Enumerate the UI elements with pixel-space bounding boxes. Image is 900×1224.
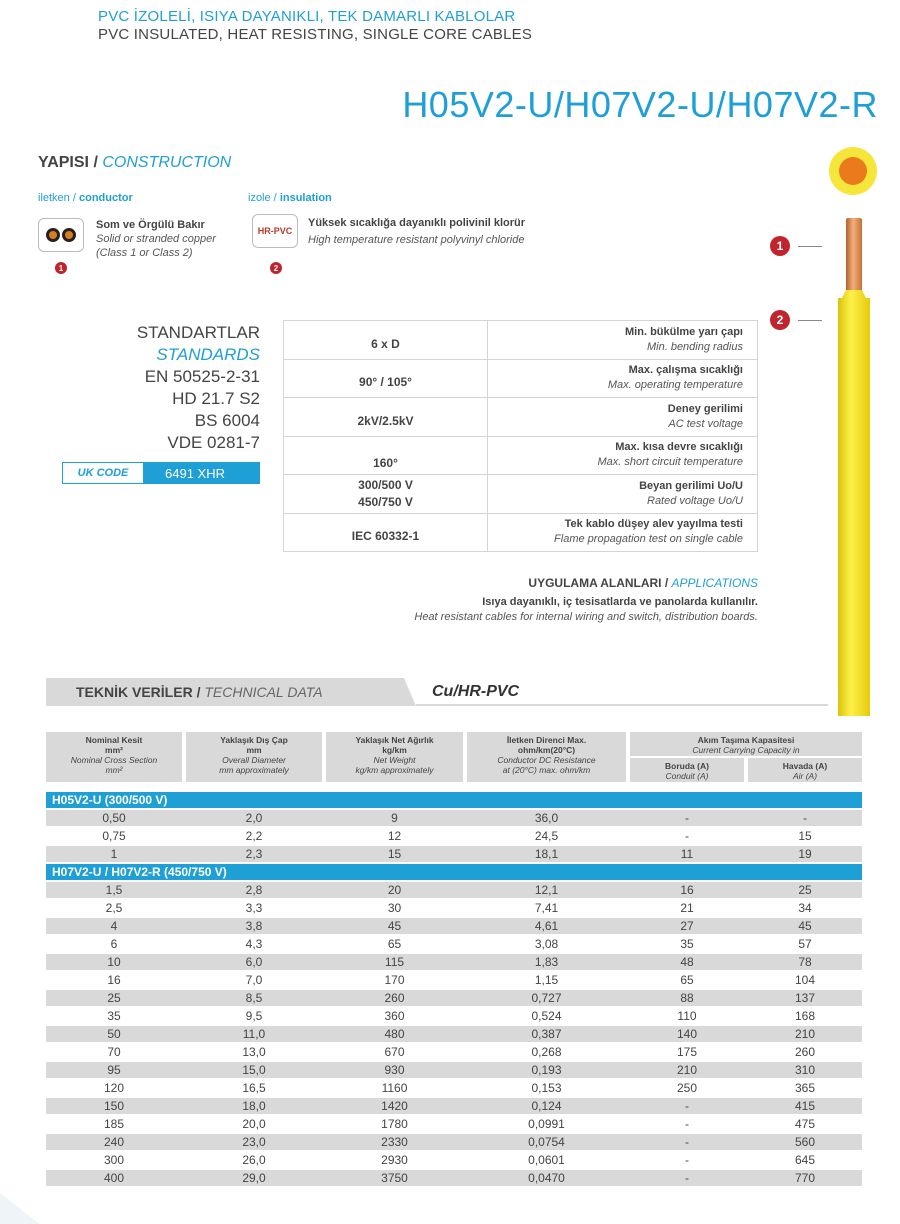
table-cell: 16,5 — [242, 1081, 266, 1095]
table-cell: 20 — [387, 883, 402, 897]
spec-row — [284, 475, 758, 514]
table-cell: 16 — [680, 883, 694, 897]
table-cell: 210 — [794, 1027, 816, 1041]
table-cell: 57 — [798, 937, 812, 951]
table-cell: 26,0 — [242, 1153, 266, 1167]
table-cell: 27 — [680, 919, 694, 933]
table-cell: 7,41 — [534, 901, 559, 915]
standard-item: BS 6004 — [194, 411, 260, 430]
table-cell: 29,0 — [242, 1171, 266, 1185]
uk-code-label: UK CODE — [63, 463, 143, 483]
table-cell: 16 — [107, 973, 121, 987]
table-cell: 0,727 — [531, 991, 562, 1005]
table-cell: 15,0 — [242, 1063, 266, 1077]
table-cell: 0,0470 — [528, 1171, 565, 1185]
table-cell: 78 — [798, 955, 812, 969]
section-header: H07V2-U / H07V2-R (450/750 V) — [46, 864, 862, 880]
table-cell: 365 — [794, 1081, 816, 1095]
table-row — [46, 828, 862, 844]
table-cell: 120 — [103, 1081, 125, 1095]
insulation-label-tr: izole / — [248, 192, 277, 204]
table-cell: 4 — [110, 919, 118, 933]
table-cell: 0,524 — [531, 1009, 562, 1023]
table-cell: 11 — [680, 847, 694, 861]
table-cell: 0,268 — [531, 1045, 562, 1059]
table-row — [46, 972, 862, 988]
table-cell: 310 — [794, 1063, 816, 1077]
section-header: H05V2-U (300/500 V) — [46, 792, 862, 808]
table-cell: 0,0601 — [528, 1153, 565, 1167]
callout-line-1 — [798, 246, 822, 247]
callout-badge-2: 2 — [770, 310, 790, 330]
table-cell: 48 — [680, 955, 694, 969]
table-cell: 0,387 — [531, 1027, 562, 1041]
table-cell: 0,75 — [102, 829, 126, 843]
table-cell: 480 — [384, 1027, 405, 1041]
callout-line-2 — [798, 320, 822, 321]
table-cell: - — [685, 1135, 689, 1149]
table-cell: 1,15 — [534, 973, 559, 987]
title-english: PVC INSULATED, HEAT RESISTING, SINGLE CORE CABLES — [98, 26, 533, 43]
spec-label: Min. bükülme yarı çapı Min. bending radius — [488, 321, 758, 360]
table-cell: - — [685, 1153, 689, 1167]
table-row — [46, 1080, 862, 1096]
table-cell: 2,0 — [245, 811, 263, 825]
table-cell: 104 — [794, 973, 816, 987]
conductor-label — [38, 192, 133, 204]
conductor-desc-en-class: (Class 1 or Class 2) — [96, 247, 193, 259]
table-cell: 1780 — [381, 1117, 408, 1131]
table-cell: 2,3 — [245, 847, 263, 861]
hr-pvc-icon-text: HR-PVC — [257, 226, 293, 236]
table-cell: 2930 — [381, 1153, 408, 1167]
table-cell: 18,0 — [242, 1099, 266, 1113]
spec-label: Max. çalışma sıcaklığı Max. operating temperature — [488, 359, 758, 398]
table-cell: 35 — [680, 937, 694, 951]
table-cell: - — [685, 1171, 689, 1185]
table-cell: 35 — [107, 1009, 121, 1023]
table-cell: 23,0 — [242, 1135, 266, 1149]
table-row — [46, 846, 862, 862]
table-cell: 185 — [103, 1117, 125, 1131]
table-cell: 475 — [794, 1117, 816, 1131]
table-cell: 260 — [384, 991, 405, 1005]
insulation-number-badge: 2 — [270, 262, 282, 274]
conductor-desc-tr: Som ve Örgülü Bakır — [96, 219, 205, 231]
table-cell: 250 — [676, 1081, 698, 1095]
spec-row — [284, 398, 758, 437]
table-row — [46, 1170, 862, 1186]
standards-title-tr: STANDARTLAR — [136, 323, 260, 342]
table-cell: 9,5 — [245, 1009, 263, 1023]
technical-data-title: TEKNİK VERİLER / TECHNICAL DATA — [76, 684, 323, 700]
table-cell: - — [803, 811, 807, 825]
spec-value: 160° — [284, 436, 488, 475]
table-cell: 6,0 — [245, 955, 263, 969]
table-cell: 2,2 — [245, 829, 263, 843]
table-cell: 0,153 — [531, 1081, 562, 1095]
spec-label: Deney gerilimi AC test voltage — [488, 398, 758, 437]
table-row — [46, 882, 862, 898]
standard-item: EN 50525-2-31 — [144, 367, 260, 386]
table-cell: 140 — [676, 1027, 698, 1041]
table-cell: 670 — [384, 1045, 405, 1059]
insulation-label-en: insulation — [279, 192, 332, 204]
table-row — [46, 918, 862, 934]
cable-cross-section-icon — [829, 147, 877, 195]
spec-value: 90° / 105° — [284, 359, 488, 398]
standards-list — [137, 322, 260, 454]
table-cell: 25 — [798, 883, 812, 897]
spec-label: Max. kısa devre sıcaklığı Max. short circuit temperature — [488, 436, 758, 475]
applications-desc-tr: Isıya dayanıklı, iç tesisatlarda ve panolarda kullanılır. — [482, 596, 758, 608]
table-cell: 930 — [384, 1063, 405, 1077]
header-current-capacity: Akım Taşıma Kapasitesi Current Carrying Capacity in — [630, 732, 862, 756]
table-cell: 15 — [387, 847, 402, 861]
table-cell: 175 — [676, 1045, 698, 1059]
table-cell: 21 — [680, 901, 694, 915]
header-conduit: Boruda (A) Conduit (A) — [630, 758, 744, 782]
insulation-icon — [252, 214, 298, 248]
table-cell: 400 — [103, 1171, 125, 1185]
table-cell: 150 — [103, 1099, 125, 1113]
construction-title-en: CONSTRUCTION — [102, 154, 232, 171]
table-row — [46, 1044, 862, 1060]
insulation-desc-tr: Yüksek sıcaklığa dayanıklı polivinil klorür — [308, 217, 526, 229]
table-row — [46, 1134, 862, 1150]
table-cell: 45 — [387, 919, 402, 933]
table-cell: 360 — [384, 1009, 405, 1023]
header-overall-diameter: Yaklaşık Dış Çap mm Overall Diameter mm approximately — [186, 732, 322, 782]
table-row — [46, 900, 862, 916]
construction-heading — [38, 154, 231, 172]
standard-item: HD 21.7 S2 — [172, 389, 260, 408]
table-cell: 1420 — [381, 1099, 408, 1113]
conductor-number-badge: 1 — [55, 262, 67, 274]
insulation-desc-en: High temperature resistant polyvinyl chloride — [308, 234, 525, 246]
table-row — [46, 1008, 862, 1024]
conductor-label-tr: iletken / — [38, 192, 76, 204]
applications-heading: UYGULAMA ALANLARI / APPLICATIONS — [528, 576, 758, 590]
table-cell: 415 — [794, 1099, 816, 1113]
spec-value: 300/500 V 450/750 V — [284, 475, 488, 514]
table-cell: 25 — [107, 991, 121, 1005]
spec-row — [284, 513, 758, 552]
table-cell: 0,124 — [531, 1099, 562, 1113]
cable-core-cross-section — [839, 157, 867, 185]
table-cell: 3750 — [381, 1171, 408, 1185]
spec-row — [284, 436, 758, 475]
table-cell: 19 — [798, 847, 812, 861]
table-cell: 65 — [387, 937, 402, 951]
table-cell: - — [685, 811, 689, 825]
table-row — [46, 1116, 862, 1132]
construction-title-tr: YAPISI / — [38, 154, 98, 171]
uk-code-badge — [62, 462, 260, 484]
table-cell: 10 — [107, 955, 121, 969]
table-cell: 210 — [676, 1063, 698, 1077]
copper-core-icon — [62, 228, 76, 242]
conductor-icon — [38, 218, 84, 252]
material-label: Cu/HR-PVC — [432, 683, 520, 700]
spec-label: Beyan gerilimi Uo/U Rated voltage Uo/U — [488, 475, 758, 514]
header-net-weight: Yaklaşık Net Ağırlık kg/km Net Weight kg/km approximately — [326, 732, 463, 782]
spec-label: Tek kablo düşey alev yayılma testi Flame propagation test on single cable — [488, 513, 758, 552]
table-cell: 115 — [384, 955, 405, 969]
table-cell: 2,5 — [105, 901, 123, 915]
model-code: H05V2-U/H07V2-U/H07V2-R — [402, 84, 878, 125]
yellow-insulation-image — [838, 298, 870, 716]
standards-title-en: STANDARDS — [156, 345, 260, 364]
technical-data-rule — [416, 704, 828, 706]
table-cell: 1,5 — [105, 883, 123, 897]
table-cell: 2330 — [381, 1135, 408, 1149]
spec-value: IEC 60332-1 — [284, 513, 488, 552]
spec-value: 6 x D — [284, 321, 488, 360]
conductor-desc-en: Solid or stranded copper — [96, 233, 216, 245]
table-row — [46, 990, 862, 1006]
table-cell: 560 — [794, 1135, 816, 1149]
header-air: Havada (A) Air (A) — [748, 758, 862, 782]
table-row — [46, 810, 862, 826]
table-cell: - — [685, 1099, 689, 1113]
insulation-label — [248, 192, 332, 204]
table-cell: 110 — [677, 1009, 697, 1023]
spec-row — [284, 359, 758, 398]
callout-badge-1: 1 — [770, 236, 790, 256]
table-cell: 3,3 — [245, 901, 263, 915]
table-cell: 30 — [387, 901, 402, 915]
table-cell: 8,5 — [245, 991, 263, 1005]
table-cell: 36,0 — [534, 811, 559, 825]
table-cell: 7,0 — [245, 973, 263, 987]
table-cell: - — [685, 1117, 689, 1131]
table-cell: 2,8 — [245, 883, 263, 897]
table-row — [46, 954, 862, 970]
specs-table — [283, 320, 758, 552]
table-cell: 0,0754 — [528, 1135, 565, 1149]
table-cell: 0,0991 — [528, 1117, 565, 1131]
table-cell: 1 — [110, 847, 118, 861]
uk-code-value: 6491 XHR — [143, 463, 259, 483]
conductor-label-en: conductor — [78, 192, 133, 204]
table-row — [46, 936, 862, 952]
title-turkish: PVC İZOLELİ, ISIYA DAYANIKLI, TEK DAMARLI KABLOLAR — [98, 8, 516, 25]
table-cell: 0,193 — [531, 1063, 562, 1077]
table-cell: 170 — [384, 973, 405, 987]
table-cell: 9 — [391, 811, 398, 825]
table-cell: 645 — [794, 1153, 816, 1167]
table-cell: 0,50 — [102, 811, 126, 825]
standard-item: VDE 0281-7 — [167, 433, 260, 452]
table-cell: 4,3 — [245, 937, 263, 951]
table-cell: 137 — [794, 991, 816, 1005]
table-cell: 50 — [107, 1027, 121, 1041]
table-cell: 168 — [794, 1009, 816, 1023]
spec-row — [284, 321, 758, 360]
table-row — [46, 1098, 862, 1114]
table-cell: 12,1 — [534, 883, 559, 897]
copper-core-icon — [46, 228, 60, 242]
table-cell: 240 — [103, 1135, 125, 1149]
table-cell: 770 — [794, 1171, 816, 1185]
table-cell: 11,0 — [242, 1027, 266, 1041]
table-cell: 15 — [798, 829, 812, 843]
table-cell: 260 — [794, 1045, 816, 1059]
spec-value: 2kV/2.5kV — [284, 398, 488, 437]
table-cell: 70 — [107, 1045, 121, 1059]
table-cell: 1160 — [381, 1081, 408, 1095]
table-cell: 45 — [798, 919, 812, 933]
table-cell: 20,0 — [242, 1117, 266, 1131]
table-cell: 3,08 — [534, 937, 559, 951]
table-cell: 3,8 — [245, 919, 263, 933]
table-cell: 65 — [680, 973, 694, 987]
table-cell: 24,5 — [534, 829, 559, 843]
header-conductor-resistance: İletken Direnci Max. ohm/km(20°C) Conductor DC Resistance at (20°C) max. ohm/km — [467, 732, 626, 782]
header-nominal-section: Nominal Kesit mm² Nominal Cross Section mm² — [46, 732, 182, 782]
table-cell: 34 — [798, 901, 812, 915]
table-cell: 300 — [103, 1153, 125, 1167]
table-cell: 12 — [387, 829, 402, 843]
table-cell: 88 — [680, 991, 694, 1005]
table-cell: 4,61 — [534, 919, 559, 933]
table-row — [46, 1062, 862, 1078]
table-cell: 18,1 — [534, 847, 559, 861]
table-cell: 6 — [110, 937, 118, 951]
table-row — [46, 1152, 862, 1168]
table-cell: 95 — [107, 1063, 121, 1077]
table-cell: 1,83 — [534, 955, 559, 969]
applications-desc-en: Heat resistant cables for internal wiring and switch, distribution boards. — [414, 611, 758, 623]
table-cell: - — [685, 829, 689, 843]
table-row — [46, 1026, 862, 1042]
table-cell: 13,0 — [242, 1045, 266, 1059]
